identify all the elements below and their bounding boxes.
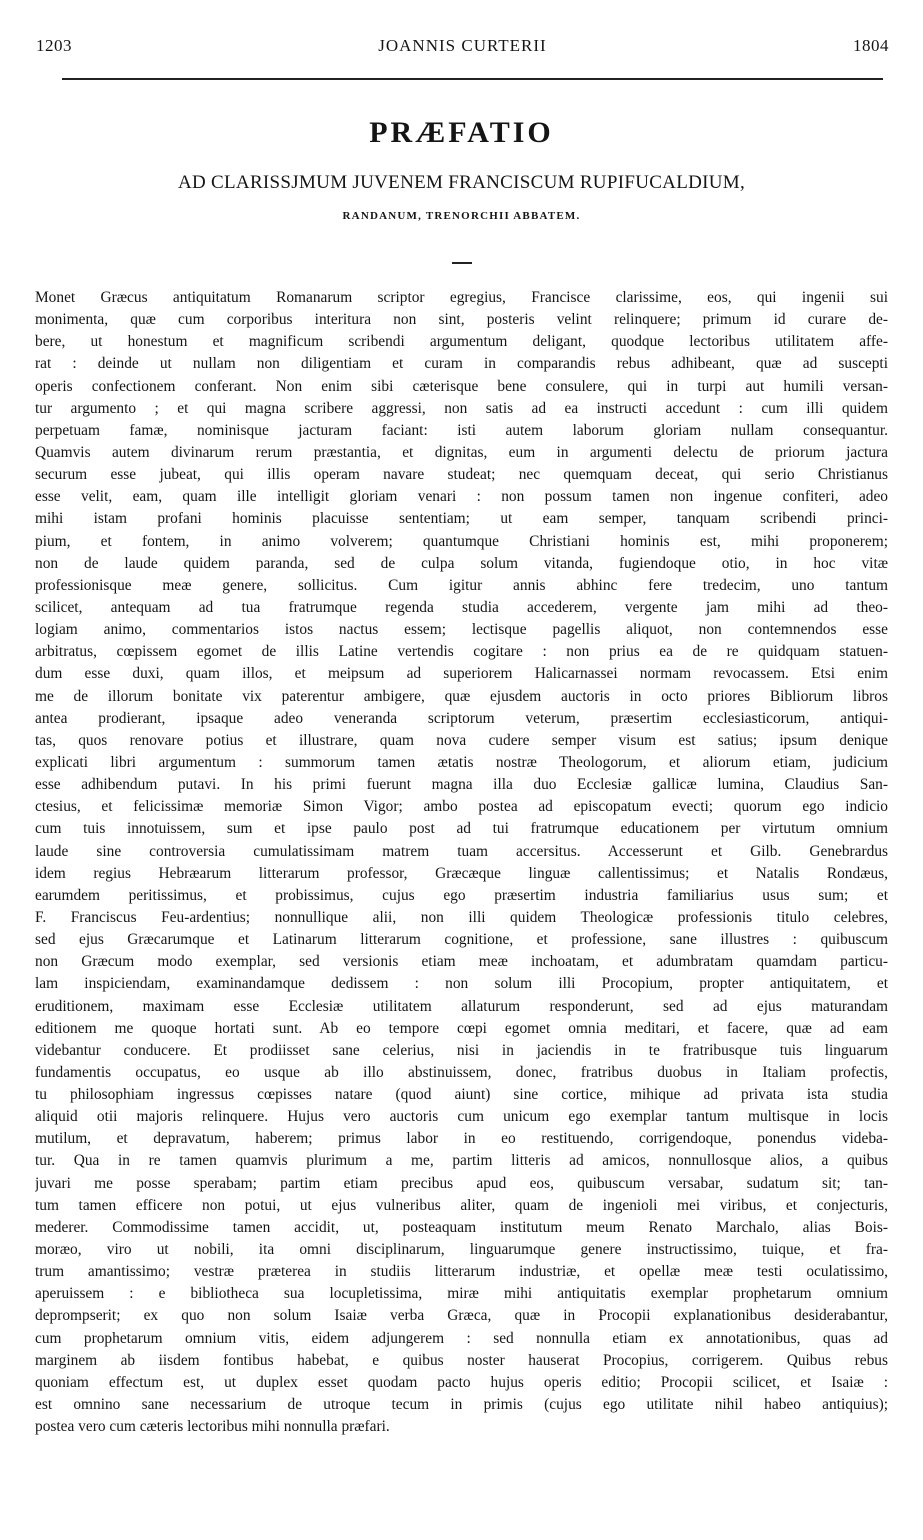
text-line: tum tamen efficere non potui, ut ejus vulneribus aliter, quam de ingenioli mei viribus, et conjecturis, xyxy=(35,1196,888,1214)
body-text xyxy=(35,287,888,1438)
text-line: operis confectionem conferant. Non enim sibi cæterisque bene consulere, qui in turpi aut humili versan- xyxy=(35,377,888,395)
text-line: moræo, viro ut nobili, ita omni disciplinarum, linguarumque genere instructissimo, tuique, et fra- xyxy=(35,1241,888,1259)
text-line: F. Franciscus Feu-ardentius; nonnullique alii, non illi quidem Theologicæ professionis titulo celebres, xyxy=(35,908,888,926)
text-line: scilicet, antequam ad tua fratrumque regenda studia accederem, vergente jam mihi ad theo- xyxy=(35,598,888,616)
text-line: tur. Qua in re tamen quamvis plurimum a me, partim litteris ad amicos, nonnullosque alios, a quibus xyxy=(35,1152,888,1170)
text-line: logiam animo, commentarios istos nactus essem; lectisque pagellis aliquot, non contemnendos esse xyxy=(35,621,888,639)
text-line: videbantur conducere. Et prodiisset sane celerius, nisi in jaciendis in te fratribusque tuis linguarum xyxy=(35,1041,888,1059)
text-line: Monet Græcus antiquitatum Romanarum scriptor egregius, Francisce clarissime, eos, qui ingenii sui xyxy=(35,289,888,306)
text-line: deprompserit; ex quo non solum Isaiæ verba Græca, quæ in Procopii explanationibus desiderabantur, xyxy=(35,1307,888,1325)
text-line: editionem me quoque hortati sunt. Ab eo tempore cœpi egomet omnia meditari, et facere, quæ ad eam xyxy=(35,1019,888,1037)
text-line: dum esse duxi, quam illos, et meipsum ad superiorem Halicarnassei normam revocassem. Etsi enim xyxy=(35,665,888,683)
text-line: laude sine controversia cumulatissimam matrem tuam accersitus. Accesserunt et Gilb. Genebrardus xyxy=(35,842,888,860)
running-head-title: JOANNIS CURTERII xyxy=(378,36,547,55)
text-line: eruditionem, maximam esse Ecclesiæ utilitatem allaturum responderunt, sed ad ejus maturandam xyxy=(35,997,888,1015)
text-line: cum prophetarum omnium vitis, eidem adjungerem : sed nonnulla etiam ex annotationibus, quas ad xyxy=(35,1329,888,1347)
dedication-heading: AD CLARISSJMUM JUVENEM FRANCISCUM RUPIFUCALDIUM, xyxy=(177,172,746,193)
page-number-right: 1804 xyxy=(853,36,889,55)
page-number-left: 1203 xyxy=(36,36,72,55)
text-line: postea vero cum cæteris lectoribus mihi nonnulla præfari. xyxy=(35,1418,390,1436)
section-divider xyxy=(452,262,472,264)
text-line: sed ejus Græcarumque et Latinarum litterarum cognitione, et professione, sane illustres : quibuscum xyxy=(35,931,888,949)
text-line: securum esse jubeat, qui illis operam navare studeat; nec quemquam deceat, qui serio Christianus xyxy=(35,466,888,484)
text-line: Quamvis autem divinarum rerum præstantia, et dignitas, eum in argumenti delectu de priorum jactura xyxy=(35,443,888,461)
text-line: perpetuam famæ, nominisque jacturam faciant: isti autem laborum gloriam nullam consequantur. xyxy=(35,421,888,439)
text-line: mihi istam profani hominis placuisse sententiam; ut eam semper, tanquam scribendi princi- xyxy=(35,510,888,528)
header-rule xyxy=(62,78,883,80)
text-line: tu philosophiam ingressus cœpisses natare (quod aiunt) sine cortice, mihique ad privata ista studia xyxy=(35,1086,888,1104)
text-line: trum amantissimo; vestræ præterea in studiis litterarum industriæ, et opellæ meæ testi oculatissimo, xyxy=(35,1263,888,1281)
text-line: fundamentis occupatus, eo usque ab illo abstinuissem, donec, fratribus duobus in Italiam profectis, xyxy=(35,1063,888,1081)
text-line: esse adhibendum putavi. In his primi fuerunt magna illa duo Ecclesiæ gallicæ lumina, Claudius San- xyxy=(35,776,888,794)
text-line: aliquid otii majoris relinquere. Hujus vero auctoris cum unicum ego exemplar tantum multisque in locis xyxy=(35,1108,888,1126)
text-line: esse velit, eam, quam ille intelligit gloriam venari : non possum tamen non ingenue confiteri, adeo xyxy=(35,488,888,506)
text-line: cum tuis innotuissem, sum et ipse paulo post ad tui fratrumque educationem per virtutum omnium xyxy=(35,820,888,838)
text-line: tur argumento ; et qui magna scribere aggressi, non satis ad ea instructi accedunt : cum illi quidem xyxy=(35,399,888,417)
text-line: aperuissem : e bibliotheca sua locupletissima, miræ mihi antiquitatis exemplar prophetarum omnium xyxy=(35,1285,888,1303)
text-line: ctesius, et felicissimæ memoriæ Simon Vigor; ambo postea ad episcopatum evecti; quorum ego indicio xyxy=(35,798,888,816)
text-line: idem regius Hebræarum litterarum professor, Græcæque linguæ callentissimus; et Natalis Rondæus, xyxy=(35,864,888,882)
text-line: tas, quos renovare potius et illustrare, quam nova cudere semper visum est satius; ipsum denique xyxy=(35,731,888,749)
text-line: arbitratus, cœpissem egomet de illis Latine vertendis cogitare : non prius ea de re quidquam statuen- xyxy=(35,643,888,661)
text-line: monimenta, quæ cum corporibus interitura non sint, posteris velint relinquere; primum id curare de- xyxy=(35,311,888,329)
text-line: antea prodierant, ipsaque adeo veneranda scriptorum veterum, præsertim ecclesiasticorum, antiqui- xyxy=(35,709,888,727)
text-line: professionisque meæ genere, sollicitus. Cum igitur annis abhinc fere tredecim, uno tantum xyxy=(35,576,888,594)
text-line: mutilum, et depravatum, haberem; primus labor in eo restituendo, corrigendoque, ponendus videba- xyxy=(35,1130,888,1148)
text-line: pium, et fontem, in animo volverem; quantumque Christiani hominis est, mihi proponerem; xyxy=(35,532,888,550)
text-line: est omnino sane necessarium de utroque tecum in primis (cujus ego utilitate nihil habeo antiquius); xyxy=(35,1396,888,1414)
running-head xyxy=(36,30,889,64)
text-line: mederer. Commodissime tamen accidit, ut, posteaquam institutum meum Renato Marchalo, alias Bois- xyxy=(35,1218,888,1236)
page-title: PRÆFATIO xyxy=(369,116,554,149)
text-line: juvari me posse sperabam; partim etiam precibus apud eos, quibuscum versabar, sudatum sit; tan- xyxy=(35,1174,888,1192)
text-line: marginem ab iisdem fontibus habebat, e quibus noster hauserat Procopius, corrigerem. Quibus rebus xyxy=(35,1351,888,1369)
text-line: non de laude quidem paranda, sed de culpa solum vitanda, fugiendoque otio, in hoc vitæ xyxy=(35,554,888,572)
text-line: non Græcum modo exemplar, sed versionis etiam meæ inchoatam, et adumbratam quamdam particu- xyxy=(35,953,888,971)
text-line: me de illorum bonitate vix paterentur ambigere, quæ ejusdem auctoris in octo priores Bibliorum libros xyxy=(35,687,888,705)
text-line: bere, ut honestum et magnificum scribendi argumentum deligant, quodque lectoribus utilitatem affe- xyxy=(35,333,888,351)
text-line: lam inspiciendam, examinandamque dedissem : non solum illi Procopium, propter antiquitatem, et xyxy=(35,975,888,993)
text-line: explicati libri argumentum : summorum tamen ætatis nostræ Theologorum, et aliorum etiam, judicium xyxy=(35,753,888,771)
text-line: earumdem peritissimus, et probissimus, cujus ego præsertim industria familiarius usus sum; et xyxy=(35,886,888,904)
text-line: rat : deinde ut nullam non diligentiam et curam in comparandis rebus adhibeant, quæ ad suscepti xyxy=(35,355,888,373)
text-line: quoniam effectum est, ut duplex esset quodam pacto hujus operis editio; Procopii scilicet, et Isaiæ : xyxy=(35,1373,888,1391)
dedication-subheading: RANDANUM, TRENORCHII ABBATEM. xyxy=(342,210,581,222)
